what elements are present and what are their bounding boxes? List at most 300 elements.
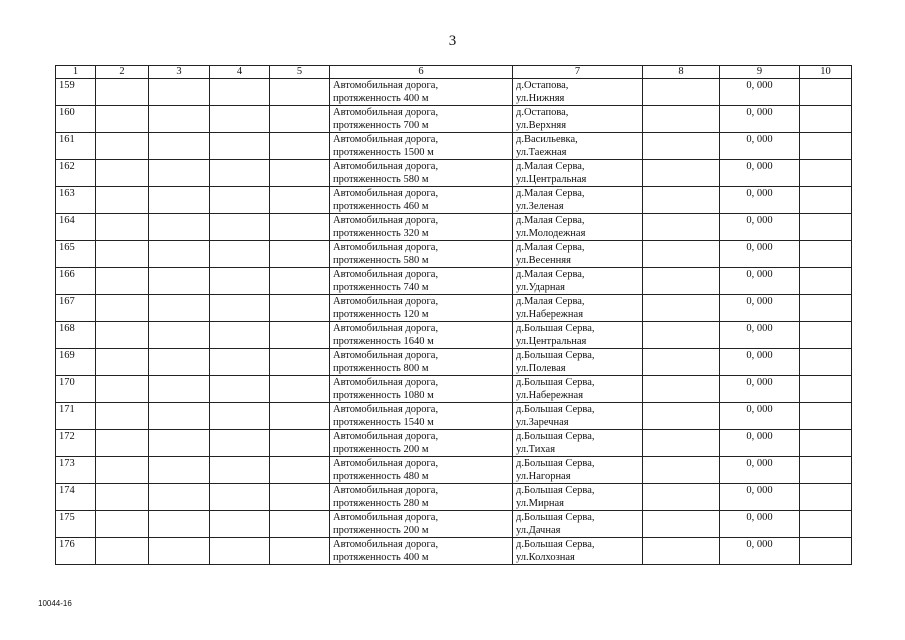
cell-object-name: [330, 295, 513, 322]
cell-col-2: [96, 133, 149, 160]
table-row: [56, 295, 852, 322]
object-name-line1: Автомобильная дорога,: [333, 161, 439, 172]
cell-col-5: [270, 430, 330, 457]
table-row: [56, 376, 852, 403]
cell-value: [720, 268, 800, 295]
value-text: 0, 000: [746, 296, 773, 307]
cell-col-3: [149, 511, 210, 538]
object-name-line1: Автомобильная дорога,: [333, 188, 439, 199]
cell-col-5: [270, 187, 330, 214]
cell-col-2: [96, 295, 149, 322]
table-row: [56, 214, 852, 241]
object-name-line2: протяженность 740 м: [333, 282, 429, 293]
header-col-2: 2: [96, 66, 149, 79]
row-number: [56, 484, 96, 511]
cell-location: [513, 79, 643, 106]
cell-object-name: [330, 538, 513, 565]
location-line2: ул.Молодежная: [516, 228, 586, 239]
cell-col-4: [210, 484, 270, 511]
header-col-4: 4: [210, 66, 270, 79]
cell-col-2: [96, 106, 149, 133]
cell-object-name: [330, 187, 513, 214]
object-name-line1: Автомобильная дорога,: [333, 350, 439, 361]
cell-col-8: [643, 349, 720, 376]
header-col-10: 10: [800, 66, 852, 79]
cell-col-2: [96, 214, 149, 241]
cell-col-5: [270, 457, 330, 484]
cell-object-name: [330, 106, 513, 133]
value-text: 0, 000: [746, 188, 773, 199]
object-name-line2: протяженность 400 м: [333, 552, 429, 563]
row-number-text: 169: [59, 350, 75, 361]
object-name-line2: протяженность 460 м: [333, 201, 429, 212]
row-number: [56, 214, 96, 241]
object-name-line2: протяженность 1500 м: [333, 147, 434, 158]
cell-value: [720, 511, 800, 538]
object-name-line2: протяженность 280 м: [333, 498, 429, 509]
header-col-8: 8: [643, 66, 720, 79]
location-line2: ул.Нижняя: [516, 93, 565, 104]
location-line1: д.Малая Серва,: [516, 269, 585, 280]
cell-value: [720, 79, 800, 106]
location-line2: ул.Мирная: [516, 498, 564, 509]
cell-location: [513, 349, 643, 376]
cell-col-10: [800, 295, 852, 322]
cell-col-8: [643, 214, 720, 241]
cell-col-3: [149, 268, 210, 295]
cell-location: [513, 538, 643, 565]
cell-value: [720, 430, 800, 457]
object-name-line1: Автомобильная дорога,: [333, 458, 439, 469]
cell-object-name: [330, 268, 513, 295]
cell-location: [513, 295, 643, 322]
cell-col-5: [270, 322, 330, 349]
location-line1: д.Большая Серва,: [516, 350, 595, 361]
cell-col-4: [210, 79, 270, 106]
cell-col-2: [96, 79, 149, 106]
cell-col-4: [210, 349, 270, 376]
cell-col-4: [210, 430, 270, 457]
cell-col-8: [643, 79, 720, 106]
cell-col-2: [96, 511, 149, 538]
object-name-line2: протяженность 400 м: [333, 93, 429, 104]
location-line2: ул.Зеленая: [516, 201, 564, 212]
cell-col-3: [149, 376, 210, 403]
location-line1: д.Большая Серва,: [516, 323, 595, 334]
cell-col-2: [96, 538, 149, 565]
cell-col-3: [149, 457, 210, 484]
row-number-text: 166: [59, 269, 75, 280]
cell-value: [720, 187, 800, 214]
cell-col-10: [800, 133, 852, 160]
cell-col-4: [210, 214, 270, 241]
value-text: 0, 000: [746, 539, 773, 550]
cell-col-8: [643, 241, 720, 268]
table-row: [56, 106, 852, 133]
location-line2: ул.Набережная: [516, 309, 584, 320]
cell-col-4: [210, 268, 270, 295]
cell-col-4: [210, 160, 270, 187]
cell-col-3: [149, 160, 210, 187]
cell-col-10: [800, 268, 852, 295]
cell-col-3: [149, 430, 210, 457]
location-line1: д.Большая Серва,: [516, 458, 595, 469]
table-header-row: [56, 66, 852, 79]
row-number-text: 172: [59, 431, 75, 442]
object-name-line1: Автомобильная дорога,: [333, 485, 439, 496]
location-line1: д.Малая Серва,: [516, 242, 585, 253]
table-row: [56, 187, 852, 214]
cell-location: [513, 430, 643, 457]
value-text: 0, 000: [746, 350, 773, 361]
object-name-line1: Автомобильная дорога,: [333, 404, 439, 415]
cell-col-10: [800, 106, 852, 133]
cell-col-8: [643, 538, 720, 565]
value-text: 0, 000: [746, 161, 773, 172]
table-row: [56, 430, 852, 457]
cell-col-5: [270, 511, 330, 538]
value-text: 0, 000: [746, 107, 773, 118]
cell-location: [513, 484, 643, 511]
cell-col-2: [96, 160, 149, 187]
object-name-line2: протяженность 1080 м: [333, 390, 434, 401]
row-number: [56, 403, 96, 430]
cell-col-3: [149, 538, 210, 565]
location-line2: ул.Тихая: [516, 444, 556, 455]
location-line1: д.Большая Серва,: [516, 431, 595, 442]
cell-location: [513, 322, 643, 349]
cell-col-3: [149, 295, 210, 322]
row-number-text: 164: [59, 215, 75, 226]
cell-object-name: [330, 133, 513, 160]
object-name-line1: Автомобильная дорога,: [333, 134, 439, 145]
row-number-text: 168: [59, 323, 75, 334]
location-line1: д.Большая Серва,: [516, 485, 595, 496]
value-text: 0, 000: [746, 323, 773, 334]
table-row: [56, 79, 852, 106]
row-number: [56, 322, 96, 349]
row-number-text: 176: [59, 539, 75, 550]
location-line2: ул.Колхозная: [516, 552, 575, 563]
cell-value: [720, 295, 800, 322]
row-number: [56, 79, 96, 106]
row-number: [56, 268, 96, 295]
table-row: [56, 349, 852, 376]
cell-col-2: [96, 268, 149, 295]
cell-col-5: [270, 376, 330, 403]
object-name-line1: Автомобильная дорога,: [333, 296, 439, 307]
value-text: 0, 000: [746, 215, 773, 226]
row-number: [56, 187, 96, 214]
cell-location: [513, 376, 643, 403]
location-line1: д.Малая Серва,: [516, 215, 585, 226]
cell-col-10: [800, 430, 852, 457]
cell-col-3: [149, 106, 210, 133]
table-row: [56, 133, 852, 160]
cell-col-8: [643, 430, 720, 457]
row-number: [56, 430, 96, 457]
cell-col-5: [270, 484, 330, 511]
header-col-5: 5: [270, 66, 330, 79]
cell-col-8: [643, 133, 720, 160]
location-line1: д.Большая Серва,: [516, 539, 595, 550]
cell-col-3: [149, 322, 210, 349]
cell-location: [513, 133, 643, 160]
cell-col-2: [96, 322, 149, 349]
location-line2: ул.Верхняя: [516, 120, 567, 131]
cell-value: [720, 241, 800, 268]
cell-col-3: [149, 241, 210, 268]
cell-value: [720, 376, 800, 403]
location-line2: ул.Дачная: [516, 525, 561, 536]
cell-col-5: [270, 295, 330, 322]
row-number-text: 173: [59, 458, 75, 469]
table-row: [56, 511, 852, 538]
object-name-line1: Автомобильная дорога,: [333, 107, 439, 118]
cell-object-name: [330, 79, 513, 106]
cell-location: [513, 106, 643, 133]
cell-location: [513, 511, 643, 538]
cell-col-3: [149, 403, 210, 430]
cell-value: [720, 538, 800, 565]
location-line2: ул.Полевая: [516, 363, 566, 374]
cell-col-10: [800, 214, 852, 241]
row-number-text: 170: [59, 377, 75, 388]
table-row: [56, 268, 852, 295]
cell-col-8: [643, 295, 720, 322]
cell-col-5: [270, 160, 330, 187]
cell-object-name: [330, 484, 513, 511]
cell-location: [513, 187, 643, 214]
cell-col-4: [210, 295, 270, 322]
row-number: [56, 241, 96, 268]
cell-col-8: [643, 322, 720, 349]
header-col-1: 1: [56, 66, 96, 79]
row-number: [56, 457, 96, 484]
cell-object-name: [330, 457, 513, 484]
row-number: [56, 376, 96, 403]
cell-value: [720, 403, 800, 430]
row-number-text: 161: [59, 134, 75, 145]
object-name-line1: Автомобильная дорога,: [333, 539, 439, 550]
cell-col-5: [270, 403, 330, 430]
cell-object-name: [330, 376, 513, 403]
cell-col-4: [210, 376, 270, 403]
value-text: 0, 000: [746, 377, 773, 388]
value-text: 0, 000: [746, 458, 773, 469]
cell-col-8: [643, 160, 720, 187]
cell-col-8: [643, 511, 720, 538]
cell-col-10: [800, 511, 852, 538]
cell-value: [720, 349, 800, 376]
object-name-line1: Автомобильная дорога,: [333, 377, 439, 388]
cell-col-5: [270, 349, 330, 376]
cell-object-name: [330, 322, 513, 349]
cell-col-3: [149, 79, 210, 106]
location-line2: ул.Ударная: [516, 282, 565, 293]
cell-col-10: [800, 538, 852, 565]
cell-value: [720, 133, 800, 160]
cell-value: [720, 214, 800, 241]
object-name-line1: Автомобильная дорога,: [333, 215, 439, 226]
object-name-line2: протяженность 480 м: [333, 471, 429, 482]
cell-col-10: [800, 187, 852, 214]
cell-value: [720, 484, 800, 511]
value-text: 0, 000: [746, 80, 773, 91]
cell-col-8: [643, 376, 720, 403]
cell-col-5: [270, 241, 330, 268]
page-number: 3: [448, 33, 457, 49]
cell-object-name: [330, 511, 513, 538]
row-number-text: 167: [59, 296, 75, 307]
cell-col-8: [643, 187, 720, 214]
location-line1: д.Большая Серва,: [516, 377, 595, 388]
object-name-line2: протяженность 580 м: [333, 174, 429, 185]
object-name-line1: Автомобильная дорога,: [333, 512, 439, 523]
cell-col-4: [210, 133, 270, 160]
cell-col-10: [800, 322, 852, 349]
footer-document-code: 10044-16: [38, 599, 72, 608]
row-number: [56, 295, 96, 322]
object-name-line2: протяженность 120 м: [333, 309, 429, 320]
cell-col-4: [210, 187, 270, 214]
cell-col-3: [149, 214, 210, 241]
cell-location: [513, 241, 643, 268]
cell-value: [720, 457, 800, 484]
cell-col-2: [96, 403, 149, 430]
cell-col-4: [210, 403, 270, 430]
table-row: [56, 484, 852, 511]
object-name-line2: протяженность 1540 м: [333, 417, 434, 428]
value-text: 0, 000: [746, 512, 773, 523]
location-line2: ул.Набережная: [516, 390, 584, 401]
cell-col-10: [800, 403, 852, 430]
value-text: 0, 000: [746, 485, 773, 496]
cell-col-3: [149, 133, 210, 160]
cell-object-name: [330, 430, 513, 457]
cell-location: [513, 457, 643, 484]
cell-col-2: [96, 349, 149, 376]
value-text: 0, 000: [746, 431, 773, 442]
object-name-line1: Автомобильная дорога,: [333, 80, 439, 91]
cell-object-name: [330, 403, 513, 430]
roads-registry-table: [55, 65, 852, 565]
cell-col-5: [270, 133, 330, 160]
object-name-line2: протяженность 1640 м: [333, 336, 434, 347]
table-row: [56, 403, 852, 430]
cell-col-8: [643, 106, 720, 133]
cell-col-8: [643, 268, 720, 295]
cell-col-4: [210, 106, 270, 133]
header-col-7: 7: [513, 66, 643, 79]
object-name-line2: протяженность 580 м: [333, 255, 429, 266]
row-number: [56, 538, 96, 565]
cell-location: [513, 403, 643, 430]
cell-col-8: [643, 484, 720, 511]
table-row: [56, 241, 852, 268]
value-text: 0, 000: [746, 242, 773, 253]
cell-col-8: [643, 457, 720, 484]
row-number-text: 159: [59, 80, 75, 91]
cell-col-5: [270, 268, 330, 295]
object-name-line1: Автомобильная дорога,: [333, 269, 439, 280]
cell-col-2: [96, 241, 149, 268]
value-text: 0, 000: [746, 134, 773, 145]
cell-value: [720, 322, 800, 349]
location-line2: ул.Центральная: [516, 174, 587, 185]
cell-col-3: [149, 187, 210, 214]
row-number: [56, 133, 96, 160]
row-number-text: 163: [59, 188, 75, 199]
cell-col-4: [210, 511, 270, 538]
table-row: [56, 538, 852, 565]
header-col-3: 3: [149, 66, 210, 79]
table-row: [56, 457, 852, 484]
cell-col-4: [210, 241, 270, 268]
object-name-line1: Автомобильная дорога,: [333, 323, 439, 334]
cell-col-4: [210, 538, 270, 565]
cell-col-2: [96, 376, 149, 403]
location-line2: ул.Центральная: [516, 336, 587, 347]
row-number: [56, 511, 96, 538]
cell-col-5: [270, 538, 330, 565]
row-number-text: 171: [59, 404, 75, 415]
cell-object-name: [330, 160, 513, 187]
object-name-line2: протяженность 200 м: [333, 444, 429, 455]
header-col-6: 6: [330, 66, 513, 79]
cell-col-10: [800, 160, 852, 187]
location-line1: д.Малая Серва,: [516, 296, 585, 307]
cell-col-10: [800, 376, 852, 403]
cell-col-3: [149, 484, 210, 511]
cell-col-2: [96, 484, 149, 511]
cell-value: [720, 160, 800, 187]
row-number-text: 174: [59, 485, 75, 496]
cell-col-4: [210, 322, 270, 349]
row-number: [56, 160, 96, 187]
cell-col-2: [96, 430, 149, 457]
row-number-text: 160: [59, 107, 75, 118]
header-col-9: 9: [720, 66, 800, 79]
location-line1: д.Малая Серва,: [516, 161, 585, 172]
location-line2: ул.Таежная: [516, 147, 567, 158]
object-name-line2: протяженность 700 м: [333, 120, 429, 131]
cell-col-10: [800, 457, 852, 484]
cell-location: [513, 160, 643, 187]
location-line1: д.Малая Серва,: [516, 188, 585, 199]
cell-col-3: [149, 349, 210, 376]
cell-col-2: [96, 457, 149, 484]
location-line2: ул.Нагорная: [516, 471, 571, 482]
cell-location: [513, 268, 643, 295]
cell-col-10: [800, 349, 852, 376]
value-text: 0, 000: [746, 269, 773, 280]
cell-col-10: [800, 79, 852, 106]
object-name-line1: Автомобильная дорога,: [333, 431, 439, 442]
object-name-line2: протяженность 800 м: [333, 363, 429, 374]
cell-object-name: [330, 214, 513, 241]
row-number-text: 175: [59, 512, 75, 523]
row-number: [56, 349, 96, 376]
cell-value: [720, 106, 800, 133]
location-line2: ул.Заречная: [516, 417, 569, 428]
cell-col-5: [270, 79, 330, 106]
cell-location: [513, 214, 643, 241]
location-line1: д.Остапова,: [516, 107, 569, 118]
row-number-text: 165: [59, 242, 75, 253]
table-row: [56, 160, 852, 187]
object-name-line1: Автомобильная дорога,: [333, 242, 439, 253]
